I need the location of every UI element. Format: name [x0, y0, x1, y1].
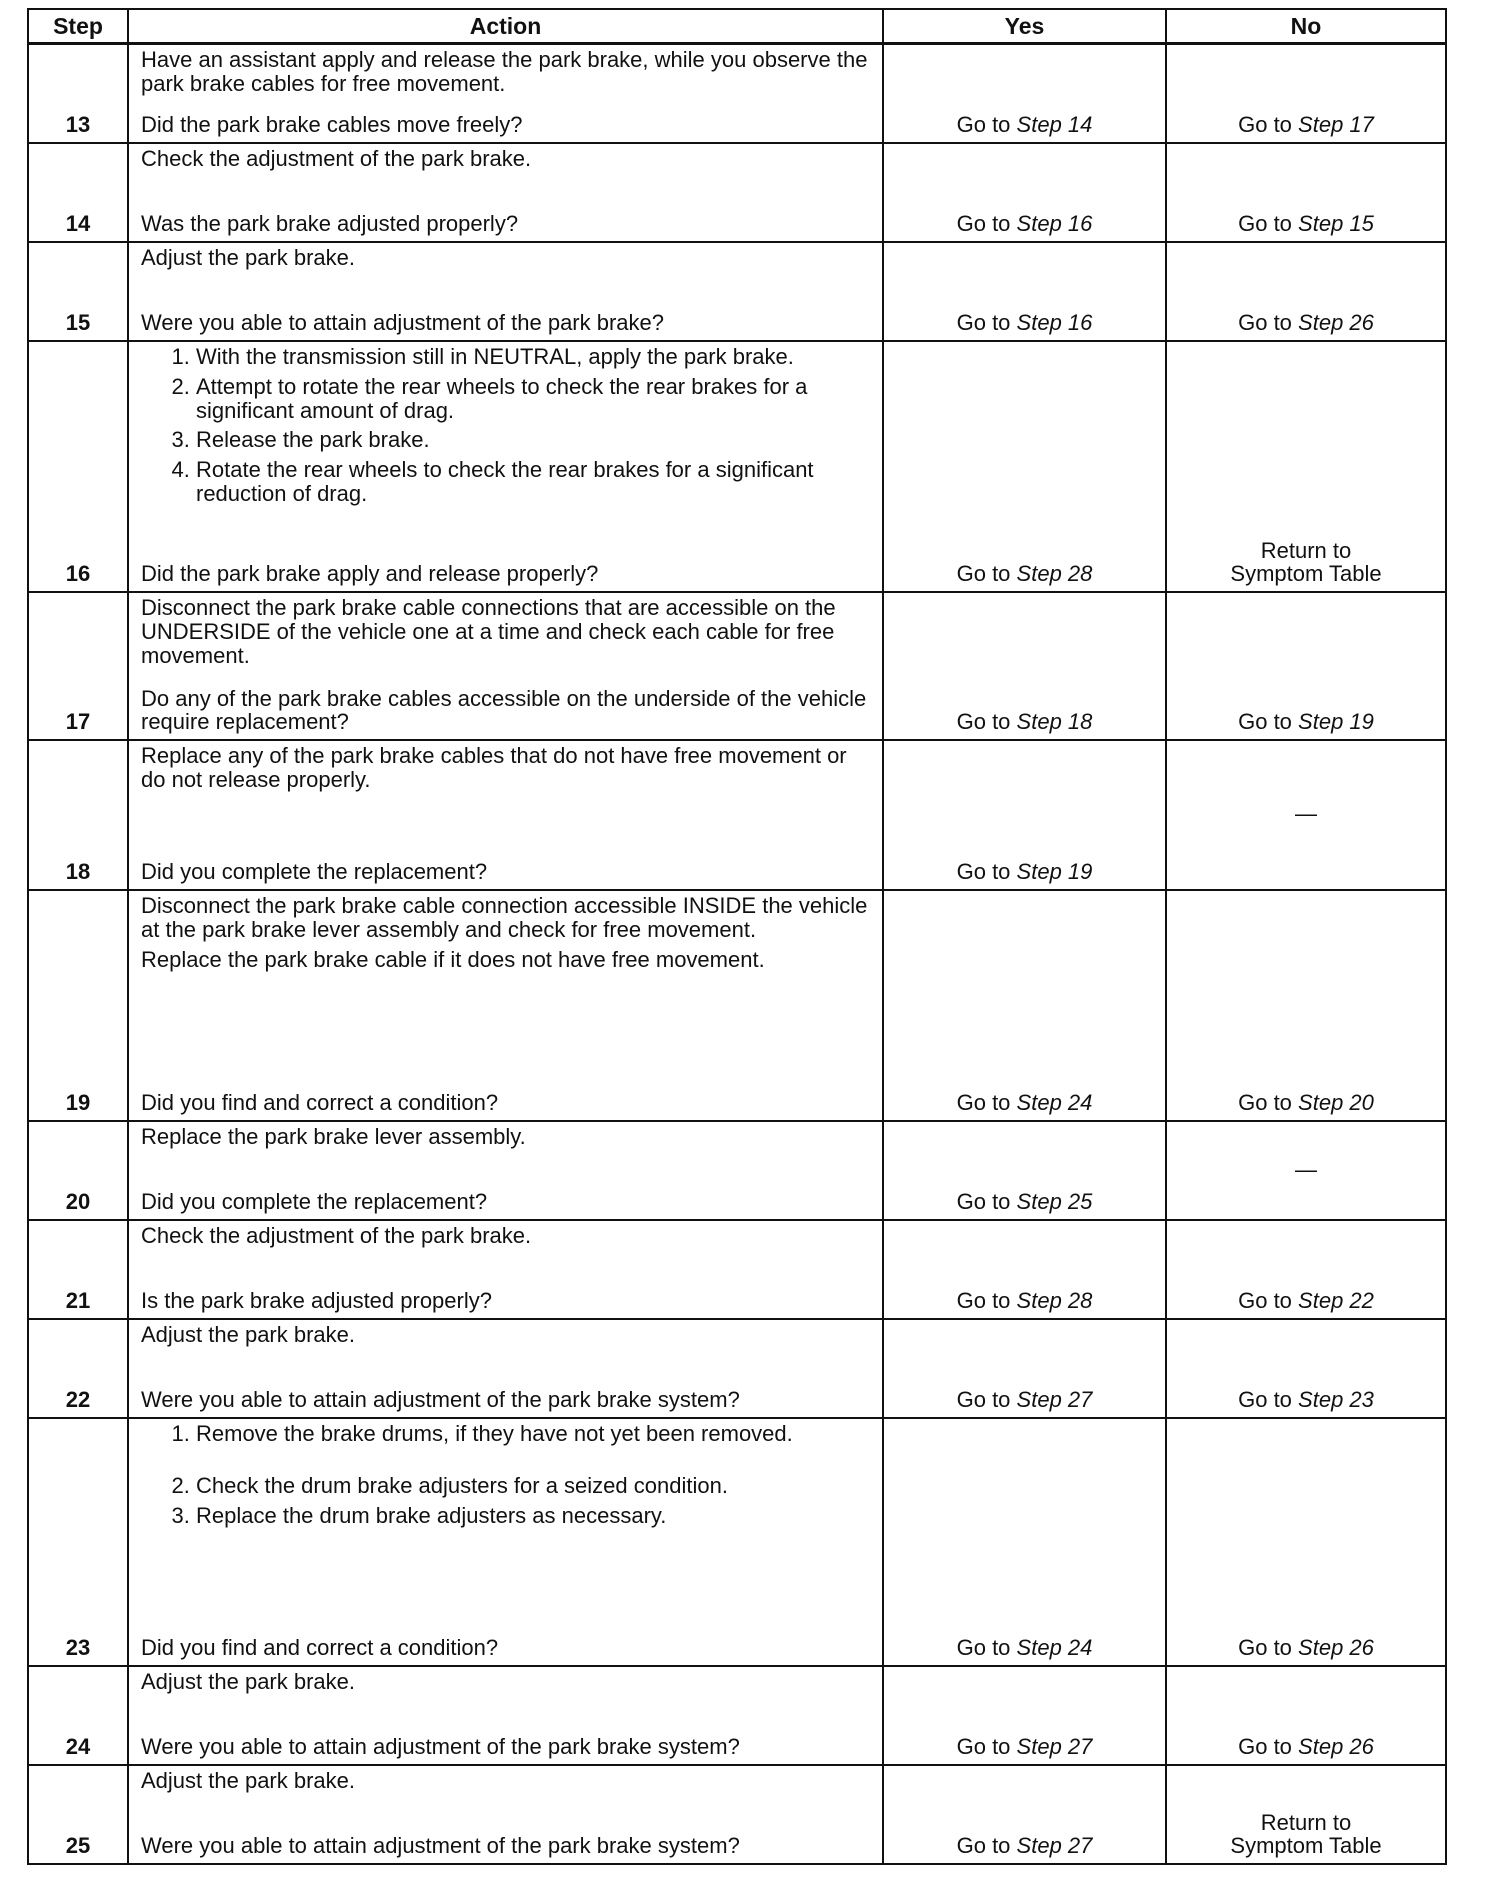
- action-text: Have an assistant apply and release the park brake, while you observe the park brake cables for free movement.: [141, 47, 868, 96]
- step-ref: Step 16: [1016, 211, 1093, 237]
- list-item: 2. Check the drum brake adjusters for a seized condition.: [196, 1474, 870, 1498]
- not-applicable-dash: —: [1295, 1156, 1317, 1182]
- action-question: Is the park brake adjusted properly?: [141, 1288, 492, 1314]
- goto-label: Go to: [956, 1635, 1011, 1661]
- goto-label: Go to: [1238, 1288, 1292, 1314]
- table-row: [28, 1319, 1446, 1418]
- goto-label: Go to: [956, 310, 1011, 336]
- action-text: Replace any of the park brake cables that do not have free movement or do not release properly.: [141, 743, 847, 792]
- action-text: Replace the park brake cable if it does not have free movement.: [141, 946, 765, 972]
- action-list: [141, 1422, 870, 1527]
- table-row: [28, 1765, 1446, 1864]
- step-ref: Step 26: [1298, 1635, 1374, 1661]
- step-ref: Step 15: [1298, 211, 1374, 237]
- no-cell: [1166, 143, 1446, 242]
- yes-cell: [883, 341, 1166, 592]
- goto-label: Go to: [1238, 1090, 1292, 1116]
- action-cell: [128, 740, 883, 890]
- action-question: Did you complete the replacement?: [141, 859, 488, 885]
- no-cell: [1166, 740, 1446, 890]
- action-question: Were you able to attain adjustment of the park brake system?: [141, 1833, 740, 1859]
- table-row: [28, 740, 1446, 890]
- yes-cell: [883, 1418, 1166, 1666]
- step-ref: Step 27: [1016, 1387, 1093, 1413]
- action-cell: [128, 1418, 883, 1666]
- table-row: [28, 143, 1446, 242]
- yes-cell: [883, 242, 1166, 341]
- step-ref: Step 28: [1016, 1288, 1093, 1314]
- list-item: 4. Rotate the rear wheels to check the rear brakes for a significant reduction of drag.: [196, 458, 870, 506]
- action-text: Adjust the park brake.: [141, 1768, 356, 1793]
- header-action: Action: [128, 9, 883, 44]
- step-ref: Step 24: [1016, 1090, 1093, 1116]
- yes-cell: [883, 44, 1166, 144]
- step-ref: Step 24: [1016, 1635, 1093, 1661]
- step-ref: Step 16: [1016, 310, 1093, 336]
- yes-cell: [883, 890, 1166, 1121]
- list-item: 1. With the transmission still in NEUTRAL, apply the park brake.: [196, 345, 870, 369]
- action-cell: [128, 1765, 883, 1864]
- no-cell: [1166, 242, 1446, 341]
- step-number: 22: [28, 1319, 128, 1418]
- goto-label: Go to: [956, 709, 1011, 735]
- goto-label: Go to: [1238, 112, 1292, 138]
- not-applicable-dash: —: [1295, 801, 1317, 827]
- header-yes: Yes: [883, 9, 1166, 44]
- action-cell: [128, 592, 883, 740]
- goto-label: Go to: [956, 1189, 1011, 1215]
- yes-cell: [883, 1121, 1166, 1220]
- table-row: [28, 1220, 1446, 1319]
- step-ref: Step 22: [1298, 1288, 1374, 1314]
- step-number: 18: [28, 740, 128, 890]
- yes-cell: [883, 1319, 1166, 1418]
- return-label: Return to: [1260, 1809, 1352, 1835]
- goto-label: Go to: [956, 1288, 1011, 1314]
- step-ref: Step 19: [1016, 859, 1093, 885]
- yes-cell: [883, 143, 1166, 242]
- action-text: Adjust the park brake.: [141, 1669, 356, 1694]
- action-question: Did the park brake cables move freely?: [141, 112, 523, 138]
- no-cell: [1166, 890, 1446, 1121]
- step-ref: Step 26: [1298, 1734, 1374, 1760]
- step-ref: Step 28: [1016, 561, 1093, 587]
- step-ref: Step 25: [1016, 1189, 1093, 1215]
- action-cell: [128, 1666, 883, 1765]
- no-cell: [1166, 1666, 1446, 1765]
- action-list: [141, 345, 870, 506]
- action-cell: [128, 890, 883, 1121]
- action-cell: [128, 242, 883, 341]
- action-question: Did the park brake apply and release properly?: [141, 561, 599, 587]
- goto-label: Go to: [956, 859, 1011, 885]
- step-ref: Step 27: [1016, 1833, 1093, 1859]
- step-ref: Step 20: [1298, 1090, 1374, 1116]
- step-number: 20: [28, 1121, 128, 1220]
- goto-label: Go to: [1238, 211, 1292, 237]
- list-item: 3. Replace the drum brake adjusters as necessary.: [196, 1504, 870, 1528]
- step-number: 14: [28, 143, 128, 242]
- action-question: Did you complete the replacement?: [141, 1189, 488, 1215]
- action-cell: [128, 1220, 883, 1319]
- no-cell: [1166, 341, 1446, 592]
- step-number: 16: [28, 341, 128, 592]
- action-cell: [128, 143, 883, 242]
- action-text: Disconnect the park brake cable connection accessible INSIDE the vehicle at the park brake lever assembly and check for free movement.: [141, 893, 868, 942]
- action-question: Were you able to attain adjustment of the park brake system?: [141, 1387, 740, 1413]
- action-question: Were you able to attain adjustment of the park brake system?: [141, 1734, 740, 1760]
- step-number: 25: [28, 1765, 128, 1864]
- table-row: [28, 1121, 1446, 1220]
- step-number: 15: [28, 242, 128, 341]
- goto-label: Go to: [956, 112, 1011, 138]
- step-ref: Step 26: [1298, 310, 1374, 336]
- step-number: 23: [28, 1418, 128, 1666]
- goto-label: Go to: [956, 1734, 1011, 1760]
- step-number: 21: [28, 1220, 128, 1319]
- goto-label: Go to: [1238, 1635, 1292, 1661]
- step-ref: Step 17: [1298, 112, 1374, 138]
- header-step: Step: [28, 9, 128, 44]
- list-item: 2. Attempt to rotate the rear wheels to check the rear brakes for a significant amount of drag.: [196, 375, 870, 423]
- action-question: Did you find and correct a condition?: [141, 1090, 499, 1116]
- action-text: Replace the park brake lever assembly.: [141, 1124, 526, 1149]
- no-cell: [1166, 1765, 1446, 1864]
- step-ref: Step 14: [1016, 112, 1093, 138]
- list-item: 3. Release the park brake.: [196, 428, 870, 452]
- step-ref: Step 23: [1298, 1387, 1374, 1413]
- no-cell: [1166, 1418, 1446, 1666]
- no-cell: [1166, 1220, 1446, 1319]
- table-row: [28, 890, 1446, 1121]
- action-text: Check the adjustment of the park brake.: [141, 146, 532, 171]
- goto-label: Go to: [956, 1090, 1011, 1116]
- action-question: Were you able to attain adjustment of the park brake?: [141, 310, 665, 336]
- action-cell: [128, 44, 883, 144]
- goto-label: Go to: [1238, 310, 1292, 336]
- table-row: [28, 1666, 1446, 1765]
- step-number: 19: [28, 890, 128, 1121]
- yes-cell: [883, 740, 1166, 890]
- action-cell: [128, 1121, 883, 1220]
- yes-cell: [883, 592, 1166, 740]
- symptom-table-label: Symptom Table: [1230, 1833, 1382, 1859]
- goto-label: Go to: [956, 1833, 1011, 1859]
- table-row: [28, 1418, 1446, 1666]
- action-question: Do any of the park brake cables accessible on the underside of the vehicle require replacement?: [141, 685, 867, 735]
- table-row: [28, 242, 1446, 341]
- goto-label: Go to: [956, 561, 1011, 587]
- yes-cell: [883, 1666, 1166, 1765]
- step-ref: Step 18: [1016, 709, 1093, 735]
- action-question: Was the park brake adjusted properly?: [141, 211, 519, 237]
- goto-label: Go to: [956, 1387, 1011, 1413]
- no-cell: [1166, 1319, 1446, 1418]
- action-text: Check the adjustment of the park brake.: [141, 1223, 532, 1248]
- no-cell: [1166, 44, 1446, 144]
- header-no: No: [1166, 9, 1446, 44]
- symptom-table-label: Symptom Table: [1230, 561, 1382, 587]
- step-number: 13: [28, 44, 128, 144]
- yes-cell: [883, 1220, 1166, 1319]
- yes-cell: [883, 1765, 1166, 1864]
- table-row: [28, 341, 1446, 592]
- step-number: 24: [28, 1666, 128, 1765]
- step-ref: Step 19: [1298, 709, 1374, 735]
- no-cell: [1166, 1121, 1446, 1220]
- table-row: [28, 592, 1446, 740]
- action-text: Adjust the park brake.: [141, 245, 356, 270]
- goto-label: Go to: [1238, 1734, 1292, 1760]
- action-text: Disconnect the park brake cable connections that are accessible on the UNDERSIDE of the vehicle one at a time and check each cable for free movement.: [141, 595, 836, 668]
- action-text: Adjust the park brake.: [141, 1322, 356, 1347]
- action-cell: [128, 1319, 883, 1418]
- step-ref: Step 27: [1016, 1734, 1093, 1760]
- return-label: Return to: [1260, 537, 1352, 563]
- header-row: [28, 9, 1446, 44]
- goto-label: Go to: [956, 211, 1011, 237]
- table-row: [28, 44, 1446, 144]
- goto-label: Go to: [1238, 709, 1292, 735]
- list-item: 1. Remove the brake drums, if they have not yet been removed.: [196, 1422, 870, 1446]
- diagnostic-table: [27, 8, 1447, 1865]
- step-number: 17: [28, 592, 128, 740]
- no-cell: [1166, 592, 1446, 740]
- action-cell: [128, 341, 883, 592]
- goto-label: Go to: [1238, 1387, 1292, 1413]
- action-question: Did you find and correct a condition?: [141, 1635, 499, 1661]
